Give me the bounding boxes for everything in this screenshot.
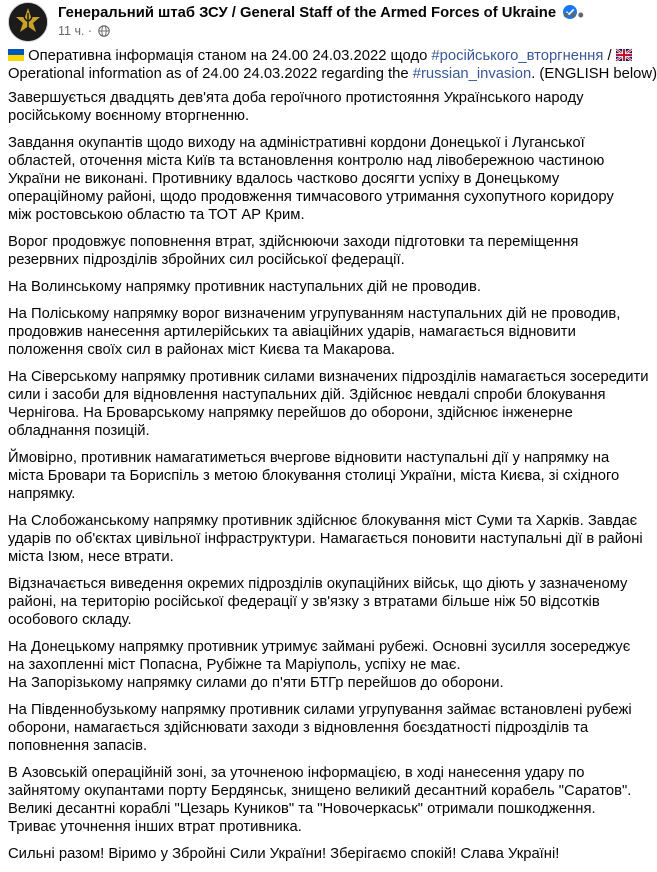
globe-icon — [98, 25, 110, 37]
paragraph-line: операційному районі, щодо продовження тимчасового утримання сухопутного коридору — [8, 189, 614, 205]
intro-separator: / — [603, 48, 616, 64]
hashtag-russian-invasion-en[interactable]: #russian_invasion — [412, 66, 532, 82]
post-meta — [58, 24, 110, 38]
intro-ua-text: Оперативна інформація станом на 24.00 24.03.2022 щодо — [24, 48, 432, 64]
paragraph-line: поповнення запасів. — [8, 738, 148, 754]
paragraph-line: обладнання позицій. — [8, 423, 150, 439]
paragraph-line: особового складу. — [8, 612, 132, 628]
paragraph-line: Ймовірно, противник намагатиметься вчергове відновити наступальні дії у напрямку на — [8, 450, 610, 466]
post-timestamp[interactable]: 11 ч. — [58, 24, 85, 38]
post-body — [8, 47, 657, 872]
page-name-text[interactable]: Генеральний штаб ЗСУ / General Staff of the Armed Forces of Ukraine — [58, 5, 557, 21]
ukraine-flag-icon — [8, 49, 24, 61]
paragraph-line: Завершується двадцять дев'ята доба героїчного протистояння Українського народу — [8, 90, 584, 106]
paragraph-1 — [8, 89, 591, 125]
paragraph-line: резервних підрозділів збройних сил російської федерації. — [8, 252, 405, 268]
paragraph-line: Завдання окупантів щодо виходу на адміністративні кордони Донецької і Луганської — [8, 135, 585, 151]
more-options-button[interactable] — [563, 5, 585, 30]
paragraph-line: На Волинському напрямку противник наступальних дій не проводив. — [8, 279, 482, 295]
paragraph-line: На Південнобузькому напрямку противник силами угрупування займає встановлені рубежі — [8, 702, 632, 718]
paragraph-4 — [8, 278, 591, 296]
more-horizontal-icon: ••• — [563, 5, 585, 25]
paragraph-3 — [8, 233, 591, 269]
paragraph-5 — [8, 305, 621, 359]
paragraph-12 — [8, 764, 632, 836]
paragraph-line: На Донецькому напрямку противник утримує займані рубежі. Основні зусилля зосереджує — [8, 639, 631, 655]
paragraph-line: На Поліському напрямку ворог визначеним угрупуванням наступальних дій не проводив, — [8, 306, 621, 322]
paragraph-line: Чернігова. На Броварському напрямку перейшов до оборони, здійснює інженерне — [8, 405, 573, 421]
paragraph-line: областей, оточення міста Київ та встановлення контролю над лівобережною частиною — [8, 153, 605, 169]
paragraph-line: Триває уточнення інших втрат противника. — [8, 819, 302, 835]
paragraph-line: Великі десантні кораблі "Цезарь Куников" та "Новочеркаськ" отримали пошкодження. — [8, 801, 596, 817]
paragraph-7 — [8, 449, 620, 503]
intro-paragraph — [8, 47, 657, 83]
paragraph-line: Ворог продовжує поповнення втрат, здійснюючи заходи підготовки та переміщення — [8, 234, 579, 250]
paragraph-line: На Сіверському напрямку противник силами визначених підрозділів намагається зосередити — [8, 369, 649, 385]
page-avatar[interactable] — [8, 2, 48, 42]
paragraph-11 — [8, 701, 632, 755]
paragraph-line: міста Ізюм, несе втрати. — [8, 549, 174, 565]
paragraph-line: напрямку. — [8, 486, 76, 502]
paragraph-9 — [8, 575, 628, 629]
paragraph-line: міста Бровари та Бориспіль з метою блокування столиці України, міста Києва, зі східного — [8, 468, 620, 484]
meta-separator: · — [87, 24, 93, 38]
paragraph-line: Сильні разом! Віримо у Збройні Сили України! Зберігаємо спокій! Слава Україні! — [8, 846, 560, 862]
paragraph-line: положення своїх сил в районах міст Києва та Макарова. — [8, 342, 395, 358]
paragraph-2 — [8, 134, 614, 224]
paragraph-6 — [8, 368, 649, 440]
paragraph-line: продовжив нанесення артилерійських та авіаційних ударів, намагається відновити — [8, 324, 576, 340]
paragraph-line: ударів по об'єктах цивільної інфраструктури. Намагається поновити наступальні дії в районі — [8, 531, 643, 547]
uk-flag-icon — [616, 49, 632, 61]
paragraph-10 — [8, 638, 631, 692]
paragraph-line: районі, на територію російської федерації у зв'язку з втратами більше ніж 50 відсотків — [8, 594, 600, 610]
paragraph-13 — [8, 845, 591, 863]
post-header — [8, 2, 591, 42]
hashtag-russian-invasion-ua[interactable]: #російського_вторгнення — [431, 48, 604, 64]
paragraph-line: На Слобожанському напрямку противник здійснює блокування міст Суми та Харків. Завдає — [8, 513, 638, 529]
paragraph-line: російському воєнному вторгненню. — [8, 108, 250, 124]
paragraph-line: між ростовською областю та ТОТ АР Крим. — [8, 207, 305, 223]
paragraph-8 — [8, 512, 643, 566]
paragraph-line: України не виконані. Противнику вдалось частково досягти успіху в Донецькому — [8, 171, 560, 187]
paragraph-line: В Азовській операційній зоні, за уточненою інформацією, в ході нанесення удару по — [8, 765, 585, 781]
paragraph-line: оборони, намагається здійснювати заходи з відновлення боєздатності підрозділів та — [8, 720, 589, 736]
paragraph-line: сили і засоби для відновлення наступальних дій. Здійснює невдалі спроби блокування — [8, 387, 606, 403]
intro-en-text: Operational information as of 24.00 24.03.2022 regarding the — [8, 66, 413, 82]
armed-forces-emblem-icon — [9, 3, 47, 41]
page-name[interactable] — [58, 5, 577, 21]
paragraph-line: на захопленні міст Попасна, Рубіжне та Маріуполь, успіху не має. — [8, 657, 461, 673]
intro-en-suffix: . (ENGLISH below) — [531, 66, 657, 82]
paragraph-line: На Запорізькому напрямку силами до п'яти БТГр перейшов до оборони. — [8, 675, 504, 691]
paragraph-line: Відзначається виведення окремих підрозділів окупаційних військ, що діють у зазначеному — [8, 576, 628, 592]
paragraph-line: зайнятому окупантами порту Бердянськ, знищено великий десантний корабель "Саратов". — [8, 783, 632, 799]
